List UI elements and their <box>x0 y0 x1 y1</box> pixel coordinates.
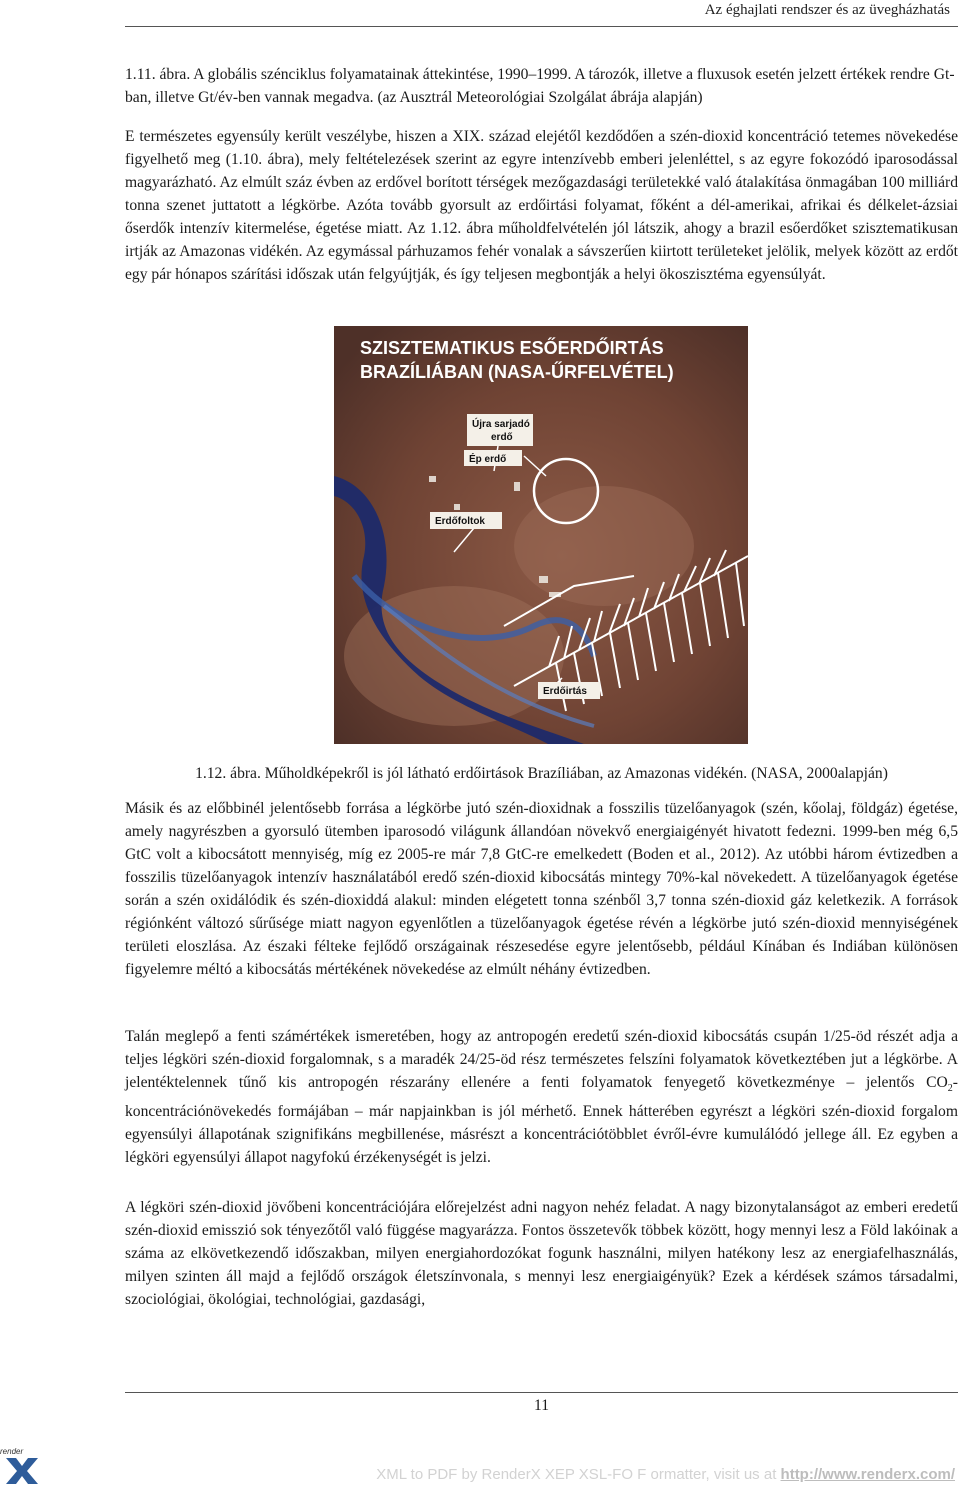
figure-title-line-1: SZISZTEMATIKUS ESŐERDŐIRTÁS <box>360 338 664 358</box>
paragraph-fossil-fuels: Másik és az előbbinél jelentősebb forrása a légkörbe jutó szén-dioxidnak a fosszilis tüzelőanyagok (szén, kőolaj, földgáz) égetése, amely nagyrészben a gyorsuló ütemben iparosodó világunk állandóan növekvő energiaigényét hivatott fedezni. 1999-ben még 6,5 GtC volt a kibocsátott mennyiség, míg ez 2005-re már 7,8 GtC-re emelkedett (Boden et al., 2012). Az utóbbi három évtizedben a fosszilis tüzelőanyagok intenzív használatából eredő szén-dioxid kibocsátás mintegy 70%-kal növekedett. A tüzelőanyagok égetése során a szén oxidálódik és szén-dioxiddá alakul: minden elégetett tonna szénből 3,7 tonna szén-dioxid gáz keletkezik. A források régiónként változó sűrűsége miatt nagyon egyenlőtlen a tüzelőanyagok égetése révén a légkörbe jutó szén-dioxid mennyiségének területi eloszlása. Az északi félteke fejlődő országainak részesedése egyre jelentősebb, például Kínában és Indiában különösen figyelemre méltó a kibocsátás mértékének növekedése az elmúlt néhány évtizedben. <box>125 800 958 978</box>
paragraph-deforestation: E természetes egyensúly került veszélybe, hiszen a XIX. század elejétől kezdődően a szén-dioxid koncentráció tetemes növekedése figyelhető meg (1.10. ábra), mely feltételezések szerint az egyre intenzívebb emberi jelenléttel, s az egyre fokozódó iparosodással magyarázható. Az elmúlt száz évben az erdővel borított térségek mezőgazdasági területekké való átalakítása önmagában 100 milliárd tonna szenet juttatott a légkörbe. Azóta tovább gyorsult az erdőirtási folyamat, főként a dél-amerikai, afrikai és délkelet-ázsiai őserdők intenzív kitermelése, égetése miatt. Az 1.12. ábra műholdfelvételén jól látszik, ahogy a brazil esőerdőket szisztematikusan irtják az Amazonas vidékén. Az egymással párhuzamos fehér vonalak a sávszerűen kiirtott területeket jelölik, melyek között az erdőt egy pár hónapos szárítási időszak után felgyújtják, és így teljesen megbontják a helyi ökoszisztéma egyensúlyát. <box>125 128 958 283</box>
figure-1-11-caption: 1.11. ábra. A globális szénciklus folyamatainak áttekintése, 1990–1999. A tározók, illetve a fluxusok esetén jelzett értékek rendre Gt-ban, illetve Gt/év-ben vannak megadva. (az Ausztrál Meteorológiai Szolgálat ábrája alapján) <box>125 66 955 106</box>
running-header: Az éghajlati rendszer és az üvegházhatás <box>704 2 950 18</box>
label-forest-patches <box>430 512 502 529</box>
renderx-watermark <box>0 1466 955 1483</box>
label-regrown-line-1: Újra sarjadó <box>472 419 530 430</box>
satellite-image <box>334 326 748 744</box>
renderx-url-link[interactable]: http://www.renderx.com/ <box>780 1466 955 1483</box>
svg-text:Erdőirtás: Erdőirtás <box>543 686 587 697</box>
svg-text:Erdőfoltok: Erdőfoltok <box>435 516 485 527</box>
satellite-image-figure <box>334 326 748 744</box>
paragraph-forecast: A légköri szén-dioxid jövőbeni koncentrációjára előrejelzést adni nagyon nehéz feladat. A nagy bizonytalanságot az emberi eredetű szén-dioxid emisszió sok tényezőtől való függése magyarázza. Fontos összetevők többek között, hogy mennyi lesz a Föld lakóinak a száma az elkövetkezendő időszakban, milyen energiahordozókat fogunk használni, milyen hatékony lesz az energiafelhasználás, milyen szinten áll majd a fejlődő országok életszínvonala, s mennyi lesz energiaigényük? Ezek a kérdések számos társadalmi, szociológiai, ökológiai, technológiai, gazdasági, <box>125 1199 958 1308</box>
co2-subscript: 2 <box>947 1083 953 1095</box>
label-regrown-forest <box>467 414 533 446</box>
label-clearing <box>538 682 600 699</box>
svg-text:Ép erdő: Ép erdő <box>469 454 507 465</box>
figure-1-12-caption: 1.12. ábra. Műholdképekről is jól látható erdőirtások Brazíliában, az Amazonas vidékén. (NASA, 2000alapján) <box>195 765 888 782</box>
footer-divider <box>125 1392 958 1393</box>
label-regrown-line-2: erdő <box>491 432 513 443</box>
svg-text:render: render <box>0 1447 24 1456</box>
paragraph-anthropogenic-share <box>125 1025 958 1169</box>
label-intact-forest <box>464 450 522 466</box>
figure-title-line-2: BRAZÍLIÁBAN (NASA-ŰRFELVÉTEL) <box>360 362 674 382</box>
page-number: 11 <box>533 1397 549 1414</box>
header-divider <box>125 26 958 27</box>
p3-text-after: -koncentrációnövekedés formájában – már napjainkban is jól mérhető. Ennek hátterében egyrészt a légköri szén-dioxid forgalom egyensúlyi állapotának szignifikáns megbillenése, másrészt a koncentrációtöbblet évről-évre kumulálódó jellege áll. Ez egyben a légköri egyensúlyi állapot nagyfokú érzékenységét is jelzi. <box>125 1074 958 1167</box>
watermark-text: XML to PDF by RenderX XEP XSL-FO F ormatter, visit us at <box>376 1466 781 1483</box>
p3-text-before: Talán meglepő a fenti számértékek ismeretében, hogy az antropogén eredetű szén-dioxid kibocsátás csupán 1/25-öd részét adja a teljes légköri szén-dioxid forgalomnak, s a maradék 24/25-öd rész természetes felszíni folyamatok következtében jut a légkörbe. A jelentéktelennek tűnő kis antropogén részarány ellenére a fenti folyamatok fenyegető következménye – jelentős CO <box>125 1028 958 1091</box>
